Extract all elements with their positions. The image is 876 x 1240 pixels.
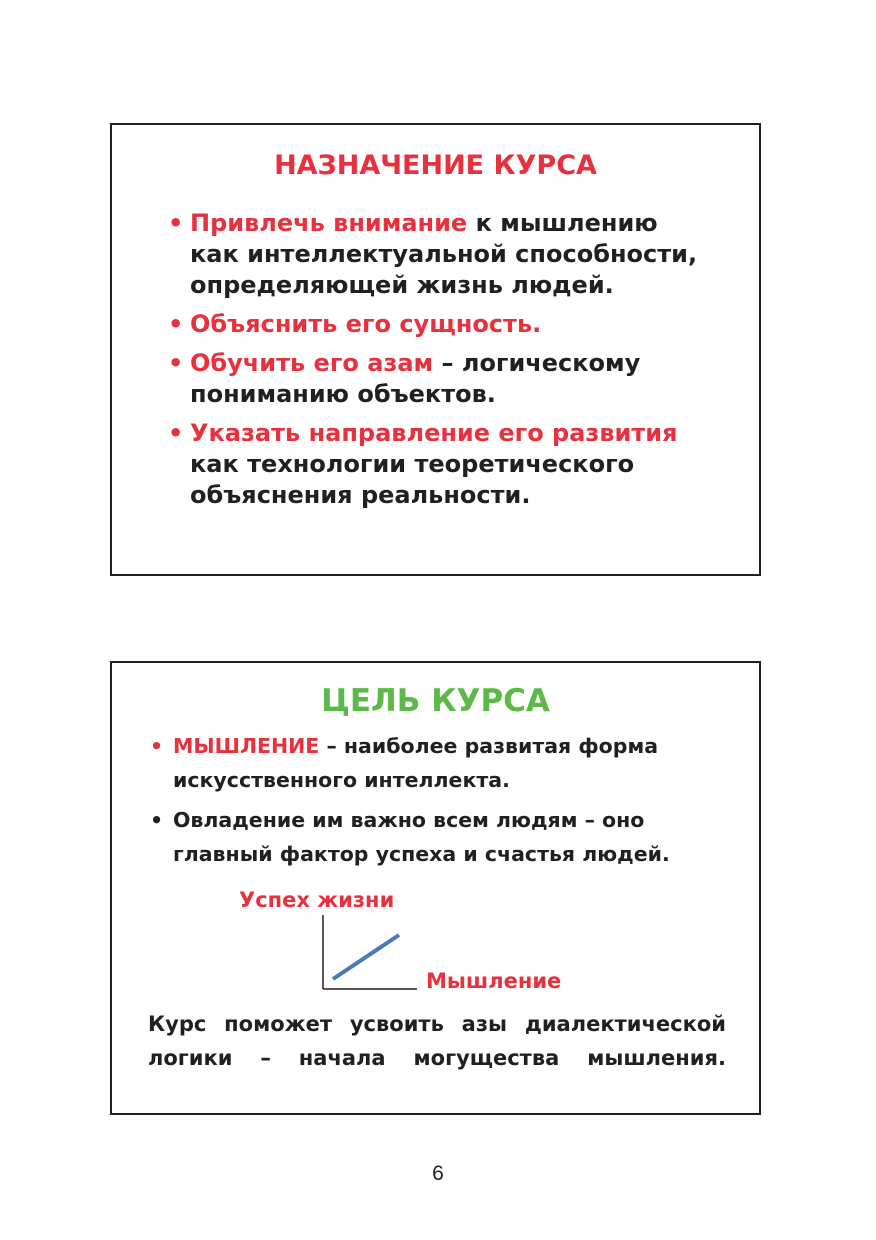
graph-y-label: Успех жизни: [239, 888, 395, 912]
item-text: как технологии теоретического: [190, 450, 635, 478]
graph-x-label: Мышление: [426, 969, 562, 993]
list-item: [168, 348, 750, 410]
slide-title: ЦЕЛЬ КУРСА: [321, 683, 550, 719]
graph-trend-line: [333, 935, 399, 979]
mini-graph: [317, 915, 427, 993]
page-number: 6: [432, 1162, 444, 1185]
item-text: главный фактор успеха и счастья людей.: [173, 842, 670, 866]
bullet-icon: •: [168, 310, 184, 338]
item-text: – наиболее развитая форма: [319, 734, 659, 758]
slide-goal: [110, 661, 761, 1115]
highlight-text: Обучить его азам: [190, 349, 434, 377]
bullet-icon: •: [168, 209, 184, 237]
slide-title: НАЗНАЧЕНИЕ КУРСА: [274, 150, 597, 181]
item-text: Овладение им важно всем людям – оно: [173, 808, 645, 832]
highlight-text: Указать направление его развития: [190, 419, 678, 447]
slide-purpose: [110, 123, 761, 576]
bullet-list: [168, 208, 750, 519]
item-text: к мышлению: [467, 209, 658, 237]
conclusion-text: [148, 1007, 726, 1075]
bullet-icon: •: [168, 349, 184, 377]
item-text: объяснения реальности.: [190, 481, 531, 509]
bullet-icon: •: [150, 808, 164, 832]
item-text: пониманию объектов.: [190, 380, 496, 408]
highlight-text: МЫШЛЕНИЕ: [173, 734, 320, 758]
list-item: [168, 208, 750, 301]
item-text: как интеллектуальной способности,: [190, 240, 698, 268]
item-text: искусственного интеллекта.: [173, 768, 510, 792]
list-item: [150, 729, 753, 797]
conclusion-line: логики – начала могущества мышления.: [148, 1046, 726, 1070]
highlight-text: Объяснить его сущность.: [190, 310, 542, 338]
bullet-list: [150, 729, 753, 877]
bullet-icon: •: [168, 419, 184, 447]
highlight-text: Привлечь внимание: [190, 209, 468, 237]
item-text: определяющей жизнь людей.: [190, 271, 614, 299]
list-item: [168, 418, 750, 511]
item-text: – логическому: [433, 349, 641, 377]
list-item: [168, 309, 750, 340]
conclusion-line: Курс поможет усвоить азы диалектической: [148, 1012, 726, 1036]
list-item: [150, 803, 753, 871]
bullet-icon: •: [150, 734, 164, 758]
